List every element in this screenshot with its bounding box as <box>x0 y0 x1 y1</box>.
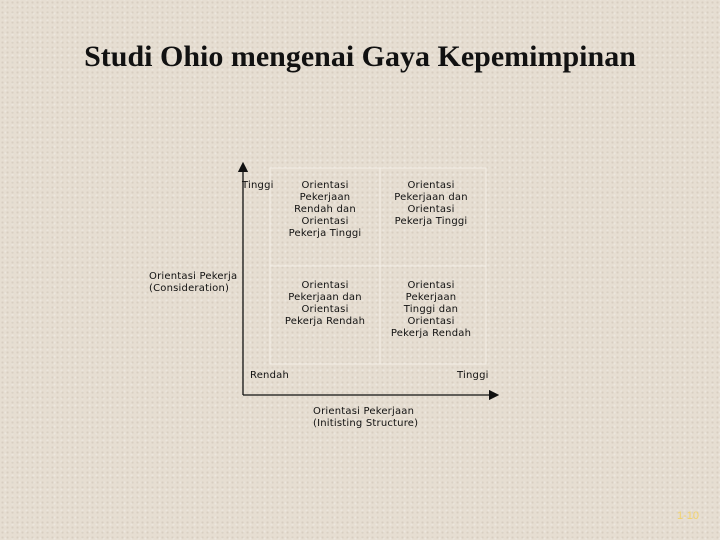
y-axis-high-label: Tinggi <box>242 180 274 191</box>
quadrant-top-left: Orientasi Pekerjaan Rendah dan Orientasi Pekerja Tinggi <box>288 180 362 239</box>
quadrant-bottom-left: Orientasi Pekerjaan dan Orientasi Pekerja Rendah <box>284 280 366 327</box>
x-axis-low-label: Rendah <box>250 370 290 381</box>
page-number: 1-10 <box>677 510 700 522</box>
quadrant-top-right: Orientasi Pekerjaan dan Orientasi Pekerja Tinggi <box>394 180 468 227</box>
x-axis-high-label: Tinggi <box>457 370 489 381</box>
slide-title: Studi Ohio mengenai Gaya Kepemimpinan <box>84 40 636 73</box>
quadrant-bottom-right: Orientasi Pekerjaan Tinggi dan Orientasi Pekerja Rendah <box>390 280 472 339</box>
y-axis-label: Orientasi Pekerja (Consideration) <box>149 271 238 294</box>
x-axis-label: Orientasi Pekerjaan (Initisting Structure) <box>313 406 419 429</box>
